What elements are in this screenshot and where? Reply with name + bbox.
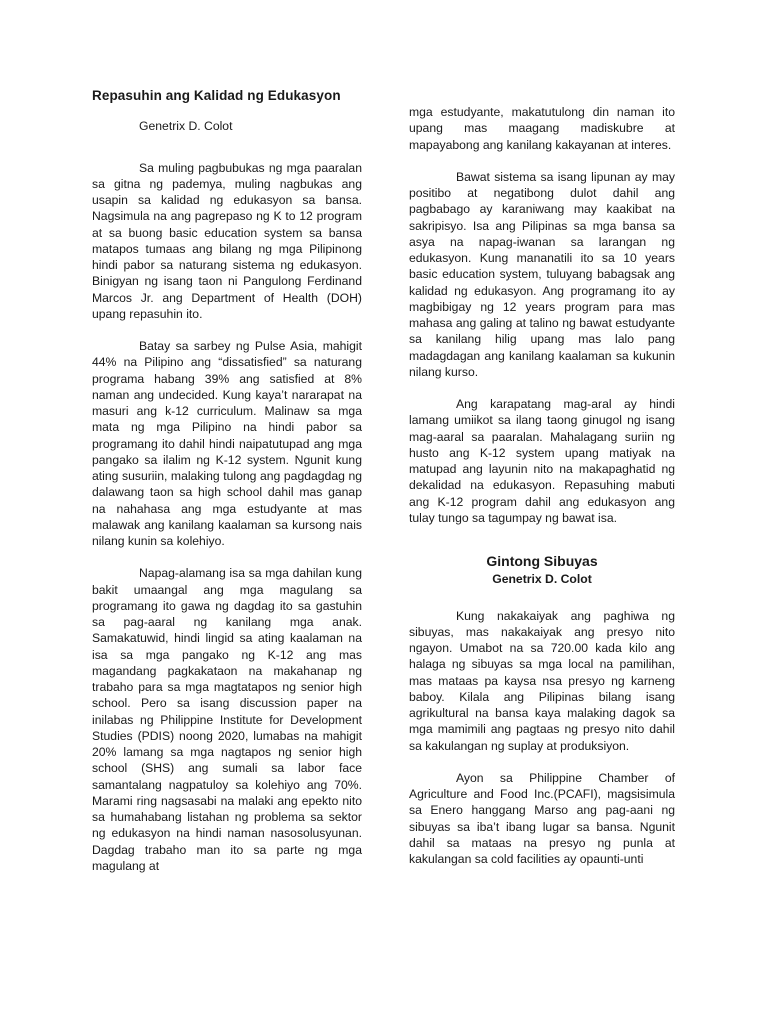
paragraph: Ayon sa Philippine Chamber of Agriculture and Food Inc.(PCAFI), magsisimula sa Enero hanggang Marso ang pag-aani ng sibuyas sa iba’t ibang lugar sa bansa. Ngunit dahil sa mataas na presyo ng punla at kakulangan sa cold facilities ay opaunti-unti bbox=[409, 770, 675, 866]
paragraph: Napag-alamang isa sa mga dahilan kung bakit umaangal ang mga magulang sa programang ito gawa ng dagdag ito sa gastuhin sa pag-aaral ng kanilang mga anak. Samakatuwid, hindi lingid sa ating kaalaman na isa sa mga pangako ng K-12 ang mas magandang pagkakataon na makahanap ng trabaho para sa mga magtatapos ng senior high school. Pero sa isang discussion paper na inilabas ng Philippine Institute for Development Studies (PDIS) noong 2020, lumabas na mahigit 20% lamang sa mga nagtapos ng senior high school (SHS) ang sumali sa labor face samantalang nagpatuloy sa kolehiyo ang 70%. Marami ring nagsasabi na malaki ang epekto nito sa humahabang listahan ng problema sa sektor ng edukasyon na hindi naman nasosolusyunan. Dagdag trabaho man ito sa parte ng mga magulang at bbox=[92, 566, 362, 873]
article-author: Genetrix D. Colot bbox=[139, 119, 233, 134]
left-column bbox=[92, 82, 362, 890]
paragraph: Kung nakakaiyak ang paghiwa ng sibuyas, mas nakakaiyak ang presyo nito ngayon. Umabot na sa 720.00 kada kilo ang halaga ng sibuyas sa mga local na pamilihan, mas mataas pa kaysa nsa presyo ng karneng baboy. Kilala ang Pilipinas bilang isang agrikultural na bansa kaya malaking dagok sa mga mamimili ang pagtaas ng presyo nito dahil sa kakulangan ng suplay at produksiyon. bbox=[409, 608, 675, 753]
paragraph-continued: mga estudyante, makatutulong din naman ito upang mas maagang madiskubre at mapayabong ang kanilang kakayanan at interes. bbox=[409, 105, 675, 152]
article-title: Repasuhin ang Kalidad ng Edukasyon bbox=[92, 88, 341, 103]
article-author: Genetrix D. Colot bbox=[492, 572, 592, 587]
paragraph: Batay sa sarbey ng Pulse Asia, mahigit 44% na Pilipino ang “dissatisfied” sa naturang programa habang 39% ang satisfied at 8% naman ang undecided. Kung kaya’t nararapat na masuri ang k-12 curriculum. Malinaw sa mga mata ng mga Pilipino na hindi pabor sa programang ito dahil hindi naipatutupad ang mga pangako sa ilalim ng K-12 system. Ngunit kung ating susuriin, malaking tulong ang pagdagdag ng dalawang taon sa high school dahil mas ganap na nahahasa ang mga estudyante at mas malawak ang kanilang kaalaman sa kursong nais nilang kunin sa kolehiyo. bbox=[92, 339, 362, 548]
right-column bbox=[409, 104, 675, 883]
article-title: Gintong Sibuyas bbox=[486, 553, 598, 569]
paragraph: Sa muling pagbubukas ng mga paaralan sa gitna ng pademya, muling nagbukas ang usapin sa kalidad ng edukasyon sa bansa. Nagsimula na ang pagrepaso ng K to 12 program at sa buong basic education system sa bansa matapos tumaas ang bilang ng mga Pilipinong hindi pabor sa naturang sistema ng edukasyon. Binigyan ng isang taon ni Pangulong Ferdinand Marcos Jr. ang Department of Health (DOH) upang repasuhin ito. bbox=[92, 160, 362, 321]
paragraph: Bawat sistema sa isang lipunan ay may positibo at negatibong dulot dahil ang pagbabago ay karaniwang may kaakibat na sakripisyo. Isa ang Pilipinas sa mga bansa sa asya na napag-iwanan sa larangan ng edukasyon. Kung mananatili ito sa 10 years basic education system, tuluyang babagsak ang kalidad ng edukasyon. Ang programang ito ay magbibigay ng 12 years program para mas mahasa ang galing at talino ng bawat estudyante sa kanilang hilig upang mas lalo pang madagdagan ang kanilang kaalaman sa kukunin nilang kurso. bbox=[409, 169, 675, 379]
paragraph: Ang karapatang mag-aral ay hindi lamang umiikot sa ilang taong ginugol ng isang mag-aaral sa paaralan. Mahalagang suriin ng husto ang K-12 system upang matiyak na matupad ang layunin nito na makapaghatid ng dekalidad na edukasyon. Repasuhing mabuti ang K-12 program dahil ang edukasyon ang tulay tungo sa tagumpay ng bawat isa. bbox=[409, 397, 675, 525]
